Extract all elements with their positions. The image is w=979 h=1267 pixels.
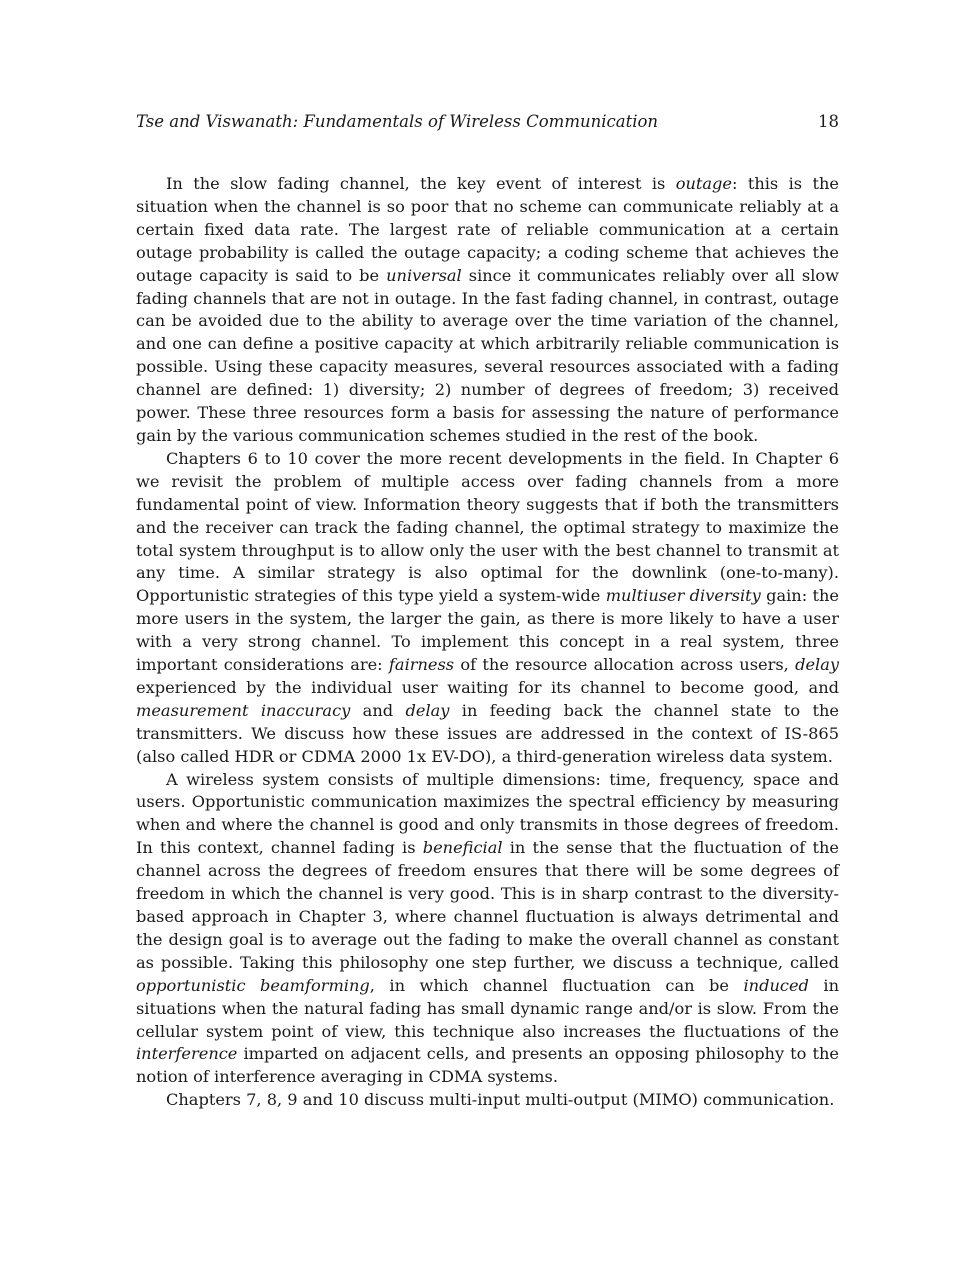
emphasized-text: delay bbox=[795, 655, 840, 675]
emphasized-text: interference bbox=[136, 1044, 238, 1064]
text-run: , in which channel fluctuation can be bbox=[369, 975, 744, 995]
paragraph bbox=[136, 173, 839, 448]
text-run: In the slow fading channel, the key event of interest is bbox=[166, 174, 676, 193]
emphasized-text: beneficial bbox=[422, 838, 503, 858]
text-run: experienced by the individual user waiting for its channel to become good, and bbox=[136, 677, 839, 697]
page-number: 18 bbox=[818, 112, 839, 131]
text-run: in situations when the natural fading has small dynamic range and/or is slow. From the cellular system point of view, this technique also increases the fluctuations of the bbox=[136, 975, 840, 1041]
text-run: Chapters 6 to 10 cover the more recent developments in the field. In Chapter 6 we revisit the problem of multiple access over fading channels from a more fundamental point of view. Information theory suggests that if both the transmitters and the receiver can track the fading channel, the optimal strategy to maximize the total system throughput is to allow only the user with the best channel to transmit at any time. A similar strategy is also optimal for the downlink (one-to-many). Opportunistic strategies of this type yield a system-wide bbox=[136, 448, 839, 606]
text-run: in the sense that the fluctuation of the channel across the degrees of freedom ensures that there will be some degrees of freedom in which the channel is very good. This is in sharp contrast to the diversity-based approach in Chapter 3, where channel fluctuation is always detrimental and the design goal is to average out the fading to make the overall channel as constant as possible. Taking this philosophy one step further, we discuss a technique, called bbox=[136, 838, 839, 972]
body-text bbox=[136, 173, 839, 1112]
text-run: imparted on adjacent cells, and presents an opposing philosophy to the notion of interference averaging in CDMA systems. bbox=[136, 1044, 839, 1087]
running-header bbox=[136, 112, 839, 138]
emphasized-text: outage bbox=[675, 174, 732, 193]
emphasized-text: fairness bbox=[388, 655, 455, 675]
emphasized-text: opportunistic beamforming bbox=[136, 975, 370, 995]
running-title: Tse and Viswanath: Fundamentals of Wireless Communication bbox=[136, 112, 659, 131]
emphasized-text: universal bbox=[386, 265, 462, 285]
paragraph bbox=[136, 448, 839, 769]
text-run: A wireless system consists of multiple dimensions: time, frequency, space and users. Opportunistic communication maximizes the spectral efficiency by measuring when and where the channel is good and only transmits in those degrees of freedom. In this context, channel fading is bbox=[136, 769, 839, 858]
page bbox=[136, 112, 839, 1112]
text-run: of the resource allocation across users, bbox=[454, 655, 796, 675]
text-run: Chapters 7, 8, 9 and 10 discuss multi-input multi-output (MIMO) communication. bbox=[166, 1090, 835, 1110]
text-run: gain: the more users in the system, the larger the gain, as there is more likely to have a user with a very strong channel. To implement this concept in a real system, three important considerations are: bbox=[136, 586, 839, 675]
emphasized-text: multiuser diversity bbox=[605, 586, 761, 606]
text-run: since it communicates reliably over all slow fading channels that are not in outage. In the fast fading channel, in contrast, outage can be avoided due to the ability to average over the time variation of the channel, and one can define a positive capacity at which arbitrarily reliable communication is possible. Using these capacity measures, several resources associated with a fading channel are defined: 1) diversity; 2) number of degrees of freedom; 3) received power. These three resources form a basis for assessing the nature of performance gain by the various communication schemes studied in the rest of the book. bbox=[136, 265, 839, 445]
paragraph bbox=[136, 1089, 839, 1112]
paragraph bbox=[136, 769, 839, 1090]
text-run: in feeding back the channel state to the transmitters. We discuss how these issues are addressed in the context of IS-865 (also called HDR or CDMA 2000 1x EV-DO), a third-generation wireless data system. bbox=[136, 700, 840, 766]
emphasized-text: induced bbox=[743, 975, 809, 995]
emphasized-text: measurement inaccuracy bbox=[136, 700, 351, 720]
text-run: and bbox=[350, 700, 406, 720]
emphasized-text: delay bbox=[405, 700, 450, 720]
text-run: : this is the situation when the channel is so poor that no scheme can communicate reliably at a certain fixed data rate. The largest rate of reliable communication at a certain outage probability is called the outage capacity; a coding scheme that achieves the outage capacity is said to be bbox=[136, 174, 839, 285]
